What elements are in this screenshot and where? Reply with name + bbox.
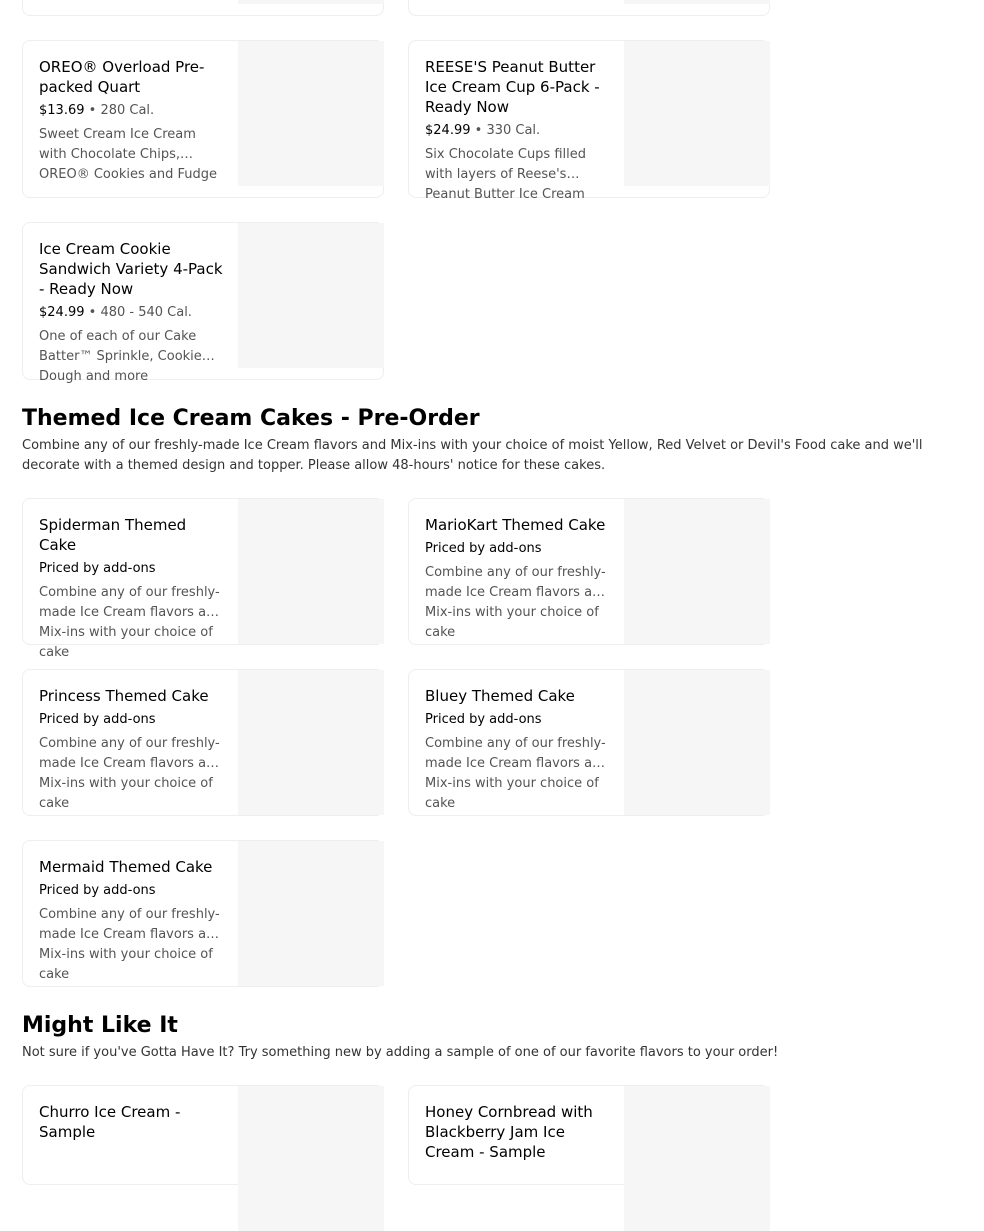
item-description: Combine any of our freshly-made Ice Cream flavors and Mix-ins with your choice of cake (425, 736, 609, 811)
menu-item-card[interactable] (22, 40, 384, 198)
menu-item-card[interactable] (22, 0, 384, 16)
item-description: One of each of our Cake Batter™ Sprinkle, Cookie Dough and more (39, 329, 202, 384)
item-price: $24.99 (39, 305, 85, 320)
item-price: Priced by add-ons (425, 712, 542, 727)
menu-item-card[interactable] (408, 1085, 770, 1185)
item-name: Churro Ice Cream - Sample (39, 1103, 181, 1141)
item-price: $24.99 (425, 123, 471, 138)
item-name: OREO® Overload Pre-packed Quart (39, 58, 205, 96)
menu-item-card[interactable] (22, 840, 384, 987)
menu-item-card[interactable] (22, 669, 384, 816)
menu-item-card[interactable] (22, 222, 384, 384)
menu-item-card[interactable] (22, 1085, 384, 1185)
item-name: Honey Cornbread with Blackberry Jam Ice Cream - Sample (425, 1103, 593, 1161)
item-image (238, 223, 384, 368)
section-title-might-like-it: Might Like It (22, 1013, 178, 1038)
menu-item-card[interactable] (408, 0, 770, 16)
item-image (238, 0, 384, 4)
section-description-themed-cakes: Combine any of our freshly-made Ice Cream flavors and Mix-ins with your choice of moist Yellow, Red Velvet or Devil's Food cake and we'll decorate with a themed design and topper. Please allow 48-hours' notice for these cakes. (22, 438, 923, 473)
item-price: Priced by add-ons (39, 883, 156, 898)
item-name: Mermaid Themed Cake (39, 858, 213, 876)
item-name: Ice Cream Cookie Sandwich Variety 4-Pack - Ready Now (39, 240, 223, 298)
menu-item-card[interactable] (408, 498, 770, 645)
item-name: Spiderman Themed Cake (39, 516, 187, 554)
item-price: $13.69 (39, 103, 85, 118)
item-image (624, 670, 770, 815)
item-description: Combine any of our freshly-made Ice Cream flavors and Mix-ins with your choice of cake (425, 565, 609, 640)
item-calories: 480 - 540 Cal. (100, 305, 192, 320)
item-price: Priced by add-ons (39, 561, 156, 576)
item-name: Bluey Themed Cake (425, 687, 575, 705)
menu-item-card[interactable] (22, 498, 384, 660)
item-image (238, 841, 384, 986)
item-image (238, 499, 384, 644)
item-image (238, 41, 384, 186)
item-image (238, 1086, 384, 1231)
item-calories: 330 Cal. (486, 123, 541, 138)
menu-item-card[interactable] (408, 669, 770, 816)
item-description: Combine any of our freshly-made Ice Cream flavors and Mix-ins with your choice of cake (39, 585, 223, 660)
item-image (238, 670, 384, 815)
item-price-calories: $24.99 • 480 - 540 Cal. (39, 305, 192, 320)
item-image (624, 0, 770, 4)
item-description: Sweet Cream Ice Cream with Chocolate Chips, OREO® Cookies and Fudge (39, 127, 217, 182)
menu-item-card[interactable] (408, 40, 770, 202)
item-price: Priced by add-ons (425, 541, 542, 556)
section-description-might-like-it: Not sure if you've Gotta Have It? Try something new by adding a sample of one of our favorite flavors to your order! (22, 1045, 779, 1060)
item-image (624, 499, 770, 644)
item-price-calories: $13.69 • 280 Cal. (39, 103, 155, 118)
item-description: Combine any of our freshly-made Ice Cream flavors and Mix-ins with your choice of cake (39, 736, 223, 811)
item-name: MarioKart Themed Cake (425, 516, 606, 534)
item-image (624, 1086, 770, 1231)
item-description: Six Chocolate Cups filled with layers of Reese's Peanut Butter Ice Cream (425, 147, 587, 202)
item-name: Princess Themed Cake (39, 687, 209, 705)
item-price: Priced by add-ons (39, 712, 156, 727)
section-title-themed-cakes: Themed Ice Cream Cakes - Pre-Order (22, 406, 480, 431)
item-calories: 280 Cal. (100, 103, 155, 118)
item-name: REESE'S Peanut Butter Ice Cream Cup 6-Pack - Ready Now (425, 58, 600, 116)
item-description: Combine any of our freshly-made Ice Cream flavors and Mix-ins with your choice of cake (39, 907, 223, 982)
item-image (624, 41, 770, 186)
item-price-calories: $24.99 • 330 Cal. (425, 123, 541, 138)
